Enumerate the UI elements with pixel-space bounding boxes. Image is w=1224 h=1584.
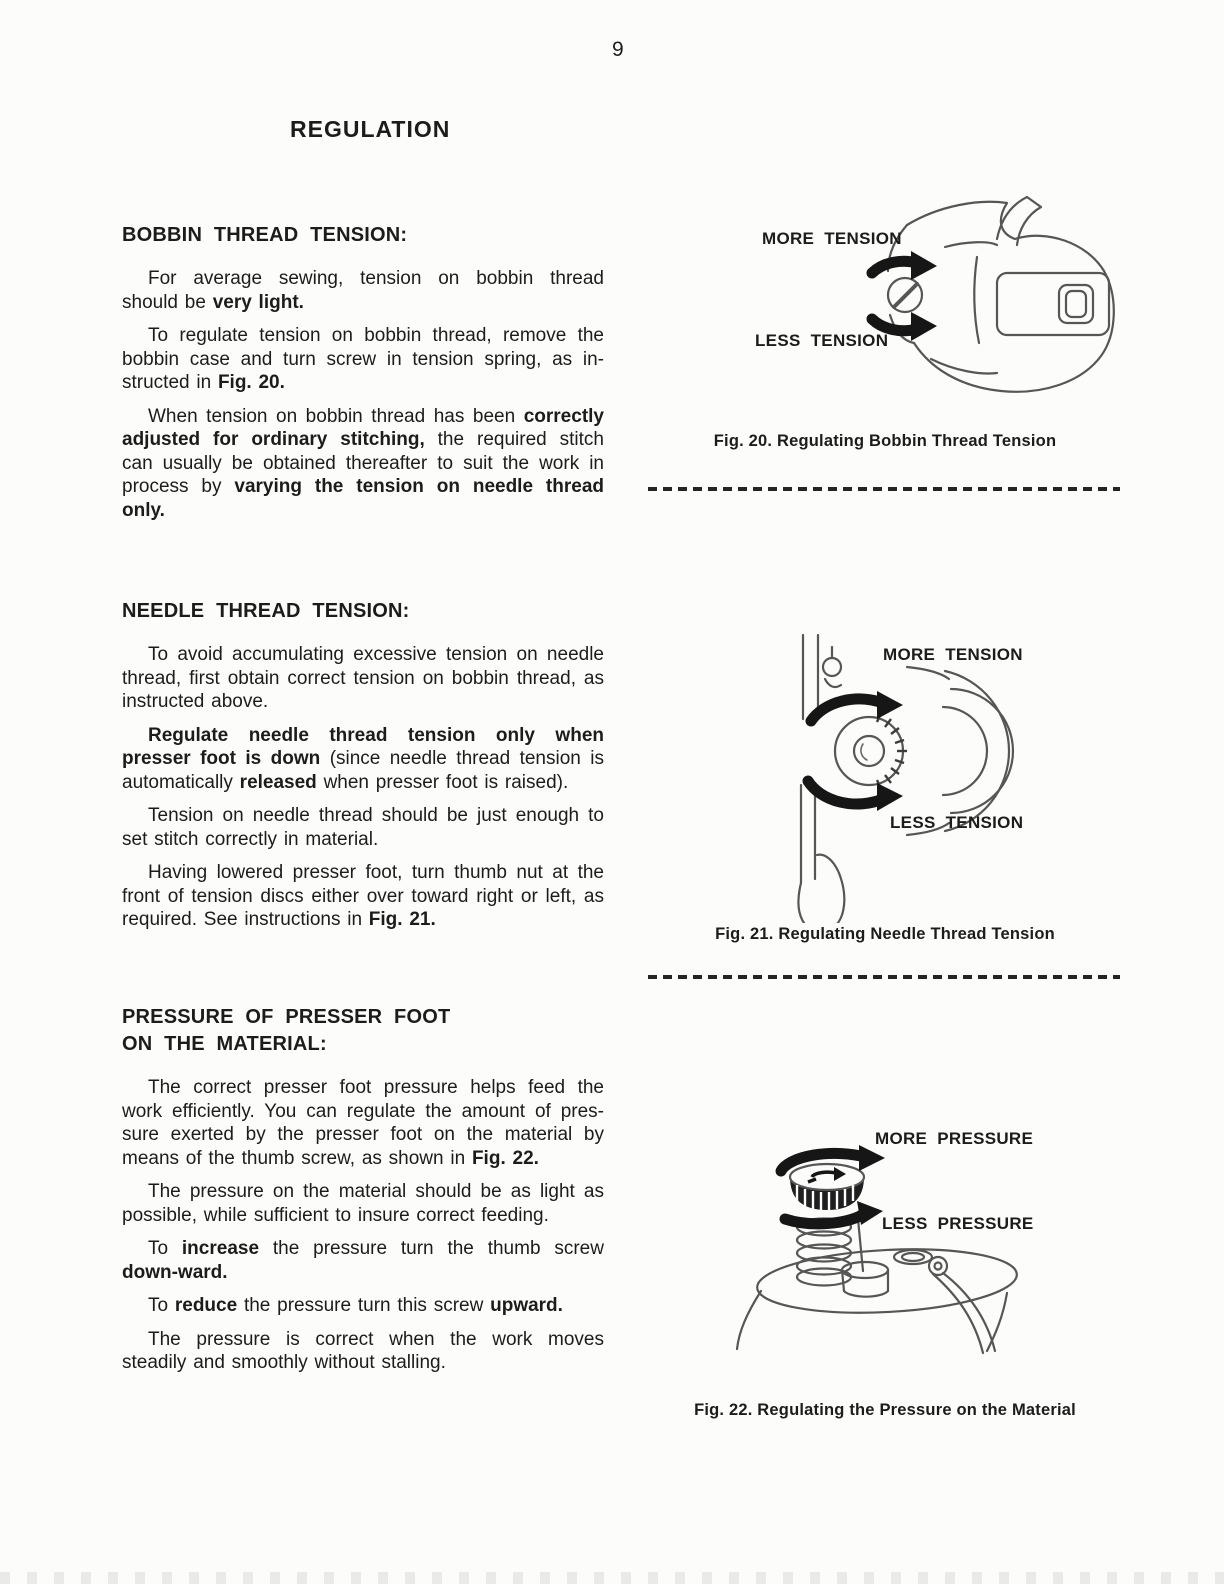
figure22-less-pressure-label: LESS PRESSURE <box>882 1214 1034 1233</box>
tension-screw-icon <box>888 278 922 312</box>
paragraph: To reduce the pressure turn this screw upward. <box>148 1295 563 1316</box>
paragraph: To regulate tension on bobbin thread, remove the bobbin case and turn screw in tension spring, as in-structed in Fig. 20. <box>122 325 604 393</box>
thumb-screw-icon <box>790 1164 864 1210</box>
paragraph: Having lowered presser foot, turn thumb nut at the front of tension discs either over toward right or left, as required. See instructions in Fig. 21. <box>122 862 604 930</box>
rotation-arrows-icon <box>808 691 903 811</box>
figure22-more-pressure-label: MORE PRESSURE <box>875 1129 1034 1148</box>
figure-21 <box>645 633 1155 955</box>
paragraph: The correct presser foot pressure helps feed the work efficiently. You can regulate the amount of pres-sure exerted by the presser foot on the material by means of the thumb screw, as shown in Fig. 22. <box>122 1077 604 1169</box>
tension-discs-drawing <box>907 667 1013 835</box>
figure20-caption: Fig. 20. Regulating Bobbin Thread Tension <box>713 432 1057 450</box>
figure20-more-tension-label: MORE TENSION <box>762 229 902 248</box>
figure21-less-tension-label: LESS TENSION <box>890 813 1024 832</box>
dashed-divider <box>648 487 1120 491</box>
figure21-caption: Fig. 21. Regulating Needle Thread Tension <box>715 925 1055 943</box>
pressure-screw-illustration <box>645 1113 1155 1398</box>
paragraph: The pressure on the material should be as light as possible, while sufficient to insure correct feeding. <box>122 1181 604 1226</box>
paragraph: To increase the pressure turn the thumb screw down-ward. <box>122 1238 604 1283</box>
page-title: REGULATION <box>290 116 451 142</box>
paragraph: To avoid accumulating excessive tension on needle thread, first obtain correct tension on bobbin thread, as instructed above. <box>122 644 604 712</box>
figure21-more-tension-label: MORE TENSION <box>883 645 1023 664</box>
paragraph: Regulate needle thread tension only when presser foot is down (since needle thread tension is automatically released when presser foot is raised). <box>122 724 605 793</box>
machine-arm-drawing <box>737 1243 1018 1353</box>
figure-22 <box>645 1113 1155 1448</box>
paragraph: Tension on needle thread should be just enough to set stitch correctly in material. <box>122 805 604 850</box>
figure-20 <box>645 195 1155 487</box>
figure20-less-tension-label: LESS TENSION <box>755 331 889 350</box>
section-bobbin-thread-tension <box>122 222 604 532</box>
section-presser-foot-pressure <box>122 1004 604 1385</box>
paragraph: When tension on bobbin thread has been correctly adjusted for ordinary stitching, the required stitch can usually be obtained thereafter to suit the work in process by varying the tension on needle thread only. <box>122 405 604 521</box>
heading-needle-thread-tension: NEEDLE THREAD TENSION: <box>122 600 410 622</box>
section-needle-thread-tension <box>122 598 604 942</box>
page-number: 9 <box>612 38 624 61</box>
heading-bobbin-thread-tension: BOBBIN THREAD TENSION: <box>122 224 408 246</box>
paragraph: The pressure is correct when the work moves steadily and smoothly without stalling. <box>122 1328 604 1373</box>
figure22-caption: Fig. 22. Regulating the Pressure on the Material <box>694 1401 1076 1419</box>
heading-presser-foot-pressure: PRESSURE OF PRESSER FOOT ON THE MATERIAL: <box>122 1006 451 1055</box>
dashed-divider <box>648 975 1120 979</box>
thumb-nut-icon <box>835 713 907 789</box>
needle-tension-illustration <box>645 633 1155 923</box>
paragraph: For average sewing, tension on bobbin thread should be very light. <box>122 268 604 313</box>
scan-artifact-strip <box>0 1572 1224 1584</box>
